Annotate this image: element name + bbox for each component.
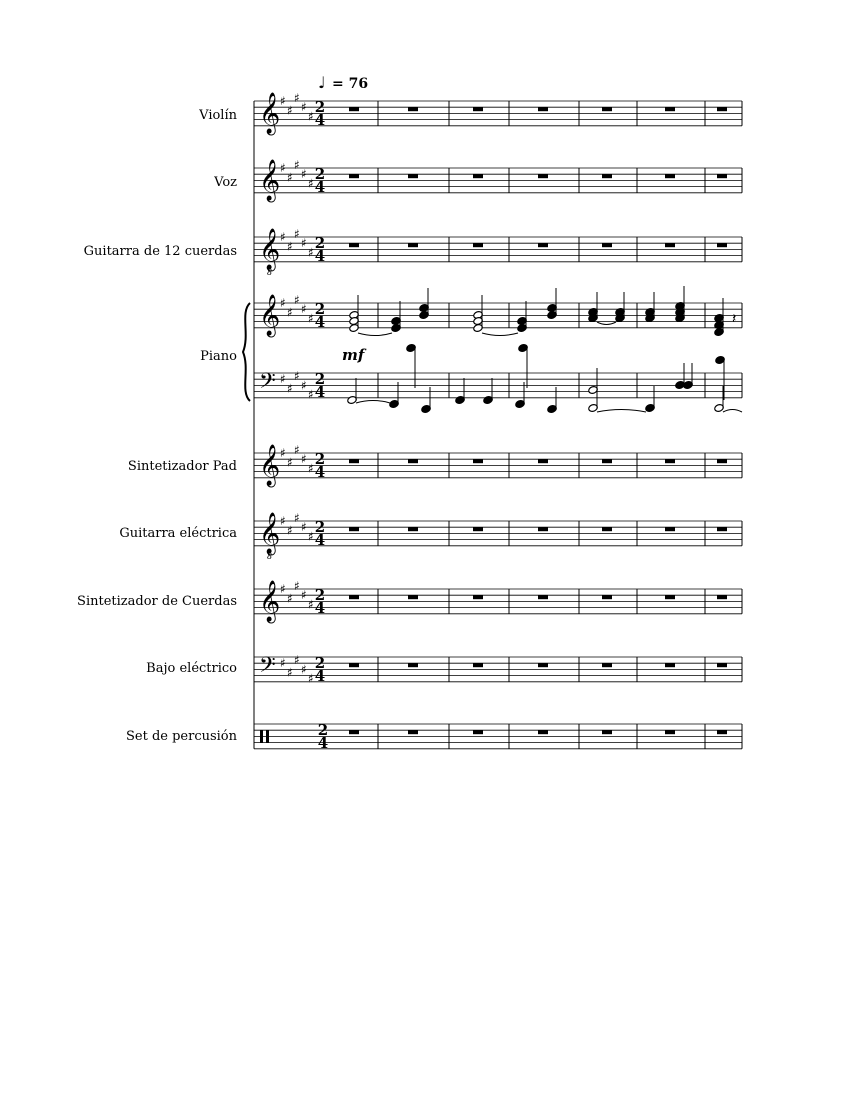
key-sharp-icon: ♯ bbox=[301, 588, 307, 603]
key-sharp-icon: ♯ bbox=[294, 578, 300, 593]
whole-rest bbox=[665, 174, 675, 178]
tie bbox=[356, 401, 390, 404]
key-sharp-icon: ♯ bbox=[301, 520, 307, 535]
time-signature-numerator: 2 bbox=[314, 450, 326, 468]
whole-rest bbox=[473, 730, 483, 734]
whole-rest bbox=[717, 243, 727, 247]
key-sharp-icon: ♯ bbox=[308, 245, 314, 260]
whole-rest bbox=[717, 527, 727, 531]
key-sharp-icon: ♯ bbox=[287, 305, 293, 320]
whole-rest bbox=[538, 107, 548, 111]
tie bbox=[597, 322, 616, 325]
instrument-name-percusion: Set de percusión bbox=[125, 729, 237, 744]
time-signature-numerator: 2 bbox=[314, 654, 326, 672]
key-sharp-icon: ♯ bbox=[294, 510, 300, 525]
time-signature-denominator: 4 bbox=[314, 463, 326, 481]
whole-rest bbox=[665, 595, 675, 599]
whole-rest bbox=[408, 107, 418, 111]
octave-marker: 8 bbox=[267, 268, 273, 277]
key-sharp-icon: ♯ bbox=[301, 452, 307, 467]
whole-rest bbox=[717, 730, 727, 734]
key-sharp-icon: ♯ bbox=[280, 582, 286, 596]
treble-clef-icon: 𝄞 bbox=[259, 445, 281, 486]
key-sharp-icon: ♯ bbox=[287, 103, 293, 118]
key-sharp-icon: ♯ bbox=[294, 653, 300, 668]
whole-rest bbox=[665, 663, 675, 667]
key-sharp-icon: ♯ bbox=[280, 372, 286, 387]
whole-rest bbox=[665, 107, 675, 111]
instrument-name-piano: Piano bbox=[200, 349, 237, 364]
dynamic-marking: mf bbox=[342, 346, 365, 364]
tie bbox=[358, 333, 392, 336]
whole-rest bbox=[349, 243, 359, 247]
key-sharp-icon: ♯ bbox=[287, 665, 293, 680]
whole-rest bbox=[473, 459, 483, 463]
whole-rest bbox=[408, 730, 418, 734]
whole-rest bbox=[408, 459, 418, 463]
key-sharp-icon: ♯ bbox=[287, 591, 293, 606]
time-signature-numerator: 2 bbox=[317, 721, 329, 739]
quarter-rest-icon: 𝄽 bbox=[732, 311, 737, 327]
whole-rest bbox=[665, 730, 675, 734]
instrument-labels bbox=[77, 108, 238, 744]
treble-clef-icon: 𝄞 bbox=[259, 160, 281, 201]
whole-rest bbox=[717, 595, 727, 599]
whole-rest bbox=[602, 595, 612, 599]
treble-clef-icon: 𝄞 bbox=[259, 229, 281, 270]
whole-rest bbox=[538, 243, 548, 247]
treble-clef-icon: 𝄞 bbox=[259, 581, 281, 622]
whole-rest bbox=[538, 527, 548, 531]
key-sharp-icon: ♯ bbox=[308, 671, 314, 686]
whole-rest bbox=[473, 595, 483, 599]
whole-rest bbox=[538, 174, 548, 178]
percussion-clef-bar bbox=[260, 730, 263, 742]
key-sharp-icon: ♯ bbox=[301, 378, 307, 393]
time-signature-numerator: 2 bbox=[314, 165, 326, 183]
instrument-name-guitarra-12: Guitarra de 12 cuerdas bbox=[83, 244, 237, 259]
key-sharp-icon: ♯ bbox=[308, 311, 314, 326]
key-sharp-icon: ♯ bbox=[301, 167, 307, 182]
time-signature-numerator: 2 bbox=[314, 234, 326, 252]
key-sharp-icon: ♯ bbox=[294, 226, 300, 241]
time-signature-denominator: 4 bbox=[314, 247, 326, 265]
whole-rest bbox=[408, 243, 418, 247]
key-sharp-icon: ♯ bbox=[287, 455, 293, 470]
bass-clef-icon: 𝄢 bbox=[259, 369, 276, 399]
instrument-name-bajo: Bajo eléctrico bbox=[146, 661, 237, 676]
tie bbox=[723, 410, 742, 413]
whole-rest bbox=[665, 527, 675, 531]
whole-rest bbox=[473, 174, 483, 178]
key-sharp-icon: ♯ bbox=[294, 292, 300, 307]
whole-rest bbox=[408, 174, 418, 178]
whole-rest bbox=[349, 527, 359, 531]
piano-brace bbox=[243, 303, 250, 401]
whole-rest bbox=[602, 663, 612, 667]
key-sharp-icon: ♯ bbox=[308, 387, 314, 402]
key-sharp-icon: ♯ bbox=[301, 662, 307, 677]
time-signature-denominator: 4 bbox=[314, 531, 326, 549]
tempo-note-symbol: ♩ bbox=[318, 73, 326, 92]
whole-rest bbox=[602, 243, 612, 247]
whole-rest bbox=[717, 174, 727, 178]
time-signature-numerator: 2 bbox=[314, 98, 326, 116]
whole-rest bbox=[602, 459, 612, 463]
key-sharp-icon: ♯ bbox=[280, 161, 286, 175]
whole-rest bbox=[717, 107, 727, 111]
tempo-marking bbox=[318, 73, 368, 92]
percussion-clef-bar bbox=[266, 730, 269, 742]
key-sharp-icon: ♯ bbox=[294, 442, 300, 457]
key-sharp-icon: ♯ bbox=[280, 446, 286, 460]
time-signature-denominator: 4 bbox=[314, 178, 326, 196]
key-sharp-icon: ♯ bbox=[308, 109, 314, 124]
key-sharp-icon: ♯ bbox=[294, 369, 300, 384]
time-signature-denominator: 4 bbox=[314, 111, 326, 129]
instrument-name-guitarra-electrica: Guitarra eléctrica bbox=[119, 526, 237, 541]
key-sharp-icon: ♯ bbox=[308, 461, 314, 476]
time-signature-denominator: 4 bbox=[314, 383, 326, 401]
whole-rest bbox=[538, 730, 548, 734]
key-sharp-icon: ♯ bbox=[301, 302, 307, 317]
whole-rest bbox=[602, 174, 612, 178]
whole-rest bbox=[349, 174, 359, 178]
whole-rest bbox=[538, 663, 548, 667]
key-sharp-icon: ♯ bbox=[294, 157, 300, 172]
bass-clef-icon: 𝄢 bbox=[259, 653, 276, 683]
key-sharp-icon: ♯ bbox=[280, 296, 286, 310]
staves-group bbox=[243, 91, 742, 752]
whole-rest bbox=[665, 459, 675, 463]
key-sharp-icon: ♯ bbox=[287, 381, 293, 396]
octave-marker: 8 bbox=[267, 552, 273, 561]
instrument-name-sint-cuerdas: Sintetizador de Cuerdas bbox=[77, 594, 237, 609]
whole-rest bbox=[408, 663, 418, 667]
whole-rest bbox=[717, 663, 727, 667]
key-sharp-icon: ♯ bbox=[301, 236, 307, 251]
whole-rest bbox=[602, 107, 612, 111]
whole-rest bbox=[349, 730, 359, 734]
key-sharp-icon: ♯ bbox=[280, 656, 286, 671]
tempo-text: = 76 bbox=[332, 76, 369, 92]
key-sharp-icon: ♯ bbox=[287, 170, 293, 185]
treble-clef-icon: 𝄞 bbox=[259, 513, 281, 554]
key-sharp-icon: ♯ bbox=[301, 100, 307, 115]
key-sharp-icon: ♯ bbox=[308, 176, 314, 191]
instrument-name-sint-pad: Sintetizador Pad bbox=[127, 459, 237, 474]
whole-rest bbox=[408, 527, 418, 531]
whole-rest bbox=[602, 527, 612, 531]
whole-rest bbox=[473, 243, 483, 247]
whole-rest bbox=[473, 527, 483, 531]
whole-rest bbox=[665, 243, 675, 247]
key-sharp-icon: ♯ bbox=[308, 529, 314, 544]
treble-clef-icon: 𝄞 bbox=[259, 295, 281, 336]
whole-rest bbox=[602, 730, 612, 734]
instrument-name-voz: Voz bbox=[214, 175, 237, 190]
key-sharp-icon: ♯ bbox=[294, 90, 300, 105]
tie bbox=[482, 333, 518, 336]
whole-rest bbox=[349, 459, 359, 463]
whole-rest bbox=[473, 663, 483, 667]
whole-rest bbox=[538, 595, 548, 599]
time-signature-denominator: 4 bbox=[317, 734, 329, 752]
key-sharp-icon: ♯ bbox=[287, 523, 293, 538]
time-signature-numerator: 2 bbox=[314, 370, 326, 388]
whole-rest bbox=[349, 595, 359, 599]
time-signature-numerator: 2 bbox=[314, 586, 326, 604]
time-signature-numerator: 2 bbox=[314, 300, 326, 318]
whole-rest bbox=[717, 459, 727, 463]
key-sharp-icon: ♯ bbox=[287, 239, 293, 254]
time-signature-denominator: 4 bbox=[314, 599, 326, 617]
key-sharp-icon: ♯ bbox=[280, 230, 286, 244]
key-sharp-icon: ♯ bbox=[308, 597, 314, 612]
whole-rest bbox=[408, 595, 418, 599]
time-signature-denominator: 4 bbox=[314, 313, 326, 331]
instrument-name-violin: Violín bbox=[199, 108, 237, 123]
whole-rest bbox=[538, 459, 548, 463]
key-sharp-icon: ♯ bbox=[280, 514, 286, 528]
tie bbox=[597, 410, 646, 413]
time-signature-numerator: 2 bbox=[314, 518, 326, 536]
whole-rest bbox=[473, 107, 483, 111]
whole-rest bbox=[349, 663, 359, 667]
treble-clef-icon: 𝄞 bbox=[259, 93, 281, 134]
time-signature-denominator: 4 bbox=[314, 667, 326, 685]
key-sharp-icon: ♯ bbox=[280, 94, 286, 108]
whole-rest bbox=[349, 107, 359, 111]
